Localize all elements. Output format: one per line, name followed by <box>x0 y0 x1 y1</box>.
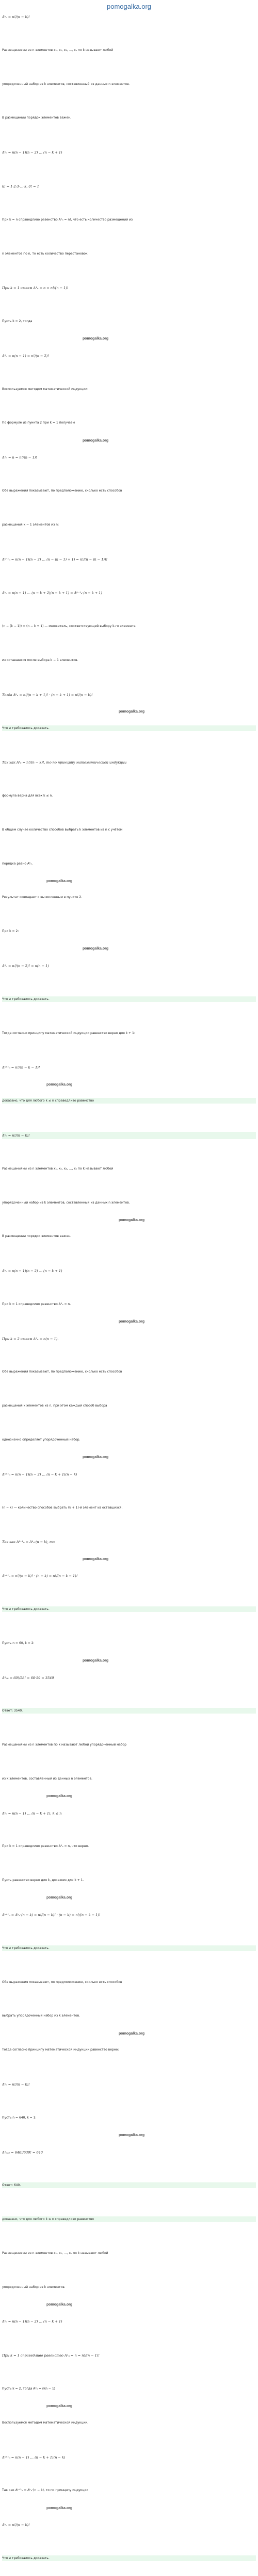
highlighted-line: доказано, что для любого k ≤ n справедливо равенство <box>2 2216 256 2222</box>
text-line: Тогда согласно принципу математической индукции равенство верно для k + 1: <box>2 1031 135 1035</box>
formula-line: Так как Aᵏₙ = n!/(n − k)!, то по принципу математической индукции <box>2 760 127 765</box>
text-line: Обе выражения показывают, по предположению, сколько есть способов <box>2 489 122 493</box>
formula-line: Aᵏₙ = n!/(n − k)! <box>2 2523 30 2527</box>
text-line: выбрать упорядоченный набор из k элементов. <box>2 2014 80 2018</box>
text-line: Воспользуемся методом математической индукции. <box>2 2421 89 2425</box>
text-line: Пусть k = 2, тогда <box>2 319 33 323</box>
site-title[interactable]: pomogalka.org <box>107 3 151 10</box>
formula-line: k! = 1·2·3·…·k, 0! = 1 <box>2 184 39 189</box>
highlighted-line: Ответ: 3540. <box>2 1708 256 1714</box>
highlighted-line: доказано, что для любого k ≤ n справедливо равенство <box>2 1098 256 1104</box>
text-line: упорядоченный набор из k элементов. <box>2 2285 66 2289</box>
text-line: Так как Aᵏ⁺¹ₙ = Aᵏₙ·(n − k), то по принципу индукции <box>2 2488 89 2492</box>
formula-line: Aᵏₙ = n!/(n − k)! <box>2 1132 256 1139</box>
watermark-text: pomogalka.org <box>83 1557 109 1561</box>
text-line: В размещении порядок элементов важен. <box>2 1234 71 1238</box>
formula-line: A¹ₙ = n = n!/(n − 1)! <box>2 455 37 460</box>
text-line: Тогда согласно принципу математической индукции равенство верно: <box>2 2048 119 2052</box>
highlighted-line: Что и требовалось доказать. <box>2 1606 256 1612</box>
watermark-text: pomogalka.org <box>119 1320 145 1324</box>
highlighted-line: Что и требовалось доказать. <box>2 1945 256 1951</box>
text-line: однозначно определяет упорядоченный набор. <box>2 1438 80 1442</box>
formula-line: При k = 1 справедливо равенство A¹ₙ = n = n!/(n − 1)! <box>2 2353 100 2358</box>
text-line: (n − (k − 1)) = (n − k + 1) — множитель, соответствующий выбору k-го элемента <box>2 624 136 628</box>
text-line: из оставшихся после выбора k − 1 элементов. <box>2 658 78 662</box>
watermark-text: pomogalka.org <box>46 2506 73 2510</box>
text-line: При k = 1 справедливо равенство A¹ₙ = n. <box>2 1302 71 1306</box>
text-line: Воспользуемся методом математической индукции: <box>2 387 89 391</box>
text-line: При k = 2: <box>2 929 19 933</box>
formula-line: A²₆₀ = 60!/58! = 60·59 = 3540 <box>2 1676 54 1680</box>
text-line: При k = 1 справедливо равенство A¹ₙ = n, что верно. <box>2 1844 89 1848</box>
text-line: Обе выражения показывают, по предположению, сколько есть способов <box>2 1370 122 1374</box>
text-line: Пусть равенство верно для k, докажем для k + 1. <box>2 1878 84 1882</box>
text-line: n элементов по n, то есть количество перестановок. <box>2 252 89 256</box>
text-line: Размещениями из n элементов по k называют любой упорядоченный набор <box>2 1743 127 1747</box>
watermark-text: pomogalka.org <box>83 1659 109 1663</box>
watermark-text: pomogalka.org <box>83 947 109 951</box>
formula-line: Aᵏₙ = n!/(n − k)! <box>2 15 30 19</box>
formula-line: Тогда Aᵏₙ = n!/(n − k + 1)! · (n − k + 1) = n!/(n − k)! <box>2 693 93 697</box>
formula-line: A²ₙ = n(n − 1) = n!/(n − 2)! <box>2 354 49 358</box>
formula-line: Aᵏ⁺¹ₙ = n!/(n − k)! · (n − k) = n!/(n − k − 1)! <box>2 1574 78 1578</box>
text-line: Пусть n = 640, k = 1: <box>2 2116 37 2120</box>
text-line: В общем случае количество способов выбрать k элементов из n с учётом <box>2 828 123 832</box>
formula-line: Aᵏ⁺¹ₙ = n!/(n − k − 1)! <box>2 1065 40 1070</box>
text-line: (n − k) — количество способов выбрать (k + 1)-й элемент из оставшихся. <box>2 1506 123 1510</box>
formula-line: Aᵏₙ = n(n − 1)(n − 2) … (n − k + 1) <box>2 150 62 155</box>
formula-line: A²ₙ = n!/(n − 2)! = n(n − 1) <box>2 964 49 968</box>
text-line: размещения k − 1 элементов из n: <box>2 523 59 527</box>
text-line: При k = n справедливо равенство Aⁿₙ = n!, что есть количество размещений из <box>2 218 133 222</box>
text-line: Размещениями из n элементов x₁, x₂, …, xₙ по k называют любой <box>2 2251 108 2255</box>
formula-line: Aᵏ⁺¹ₙ = Aᵏₙ·(n − k) = n!/(n − k)! · (n − k) = n!/(n − k − 1)! <box>2 1913 101 1917</box>
text-line: упорядоченный набор из k элементов, составленный из данных n элементов. <box>2 82 130 86</box>
watermark-text: pomogalka.org <box>83 337 109 341</box>
highlighted-line: Ответ: 640. <box>2 2182 256 2188</box>
formula-line: При k = 1 имеем A¹ₙ = n = n!/(n − 1)! <box>2 286 69 290</box>
watermark-text: pomogalka.org <box>46 1896 73 1900</box>
text-line: упорядоченный набор из k элементов, составленный из данных n элементов. <box>2 1201 130 1205</box>
text-line: порядка равно Aᵏₙ. <box>2 862 33 866</box>
text-line: Размещениями из n элементов x₁, x₂, x₃, …, xₙ по k называют любой <box>2 1167 114 1171</box>
text-line: Размещениями из n элементов x₁, x₂, x₃, …, xₙ по k называют любой <box>2 48 114 52</box>
highlighted-line: Что и требовалось доказать. <box>2 725 256 731</box>
formula-line: Aᵏ⁺¹ₙ = n(n − 1) … (n − k + 1)(n − k) <box>2 2455 66 2460</box>
text-line: формула верна для всех k ≤ n. <box>2 794 53 798</box>
formula-line: Aᵏₙ = n(n − 1) … (n − k + 2)(n − k + 1) = Aᵏ⁻¹ₙ·(n − k + 1) <box>2 591 102 595</box>
highlighted-line: Что и требовалось доказать. <box>2 996 256 1002</box>
formula-line: Aᵏₙ = n(n − 1)(n − 2) … (n − k + 1) <box>2 1269 62 1273</box>
text-line: Пусть n = 60, k = 2: <box>2 1641 35 1645</box>
watermark-text: pomogalka.org <box>119 2133 145 2137</box>
watermark-text: pomogalka.org <box>83 1455 109 1459</box>
text-line: В размещении порядок элементов важен. <box>2 116 71 120</box>
text-line: Пусть k = 2, тогда A²ₙ = n(n − 1) <box>2 2387 55 2391</box>
watermark-text: pomogalka.org <box>46 2404 73 2408</box>
text-line: из k элементов, составленный из данных n элементов. <box>2 1777 92 1781</box>
watermark-text: pomogalka.org <box>119 1218 145 1222</box>
formula-line: Aᵏ⁺¹ₙ = n(n − 1)(n − 2) … (n − k + 1)(n − k) <box>2 1472 77 1477</box>
watermark-text: pomogalka.org <box>46 879 73 883</box>
formula-line: При k = 2 имеем A²ₙ = n(n − 1). <box>2 1337 59 1341</box>
watermark-text: pomogalka.org <box>46 2303 73 2307</box>
formula-line: Aᵏₙ = n(n − 1) … (n − k + 1), k ≤ n <box>2 1811 62 1816</box>
text-line: Обе выражения показывают, по предположению, сколько есть способов <box>2 1980 122 1984</box>
formula-line: Aᵏ⁻¹ₙ = n(n − 1)(n − 2) … (n − (k − 1) + 1) = n!/(n − (k − 1))! <box>2 557 108 562</box>
formula-line: Aᵏₙ = n!/(n − k)! <box>2 2082 30 2087</box>
text-line: По формуле из пункта 2 при k = 1 получаем <box>2 421 75 425</box>
text-line: размещения k элементов из n, при этом каждый способ выбора <box>2 1404 107 1408</box>
watermark-text: pomogalka.org <box>119 2032 145 2036</box>
watermark-text: pomogalka.org <box>46 1083 73 1087</box>
formula-line: A¹₆₄₀ = 640!/639! = 640 <box>2 2150 43 2155</box>
formula-line: Aᵏₙ = n(n − 1)(n − 2) … (n − k + 1) <box>2 2319 62 2324</box>
watermark-text: pomogalka.org <box>46 1794 73 1798</box>
highlighted-line: Что и требовалось доказать. <box>2 2555 256 2561</box>
watermark-text: pomogalka.org <box>83 439 109 443</box>
text-line: Результат совпадает с вычисленным в пункте 2. <box>2 895 83 899</box>
watermark-text: pomogalka.org <box>119 710 145 714</box>
formula-line: Так как Aᵏ⁺¹ₙ = Aᵏₙ·(n − k), то <box>2 1540 55 1544</box>
site-header <box>0 0 258 13</box>
